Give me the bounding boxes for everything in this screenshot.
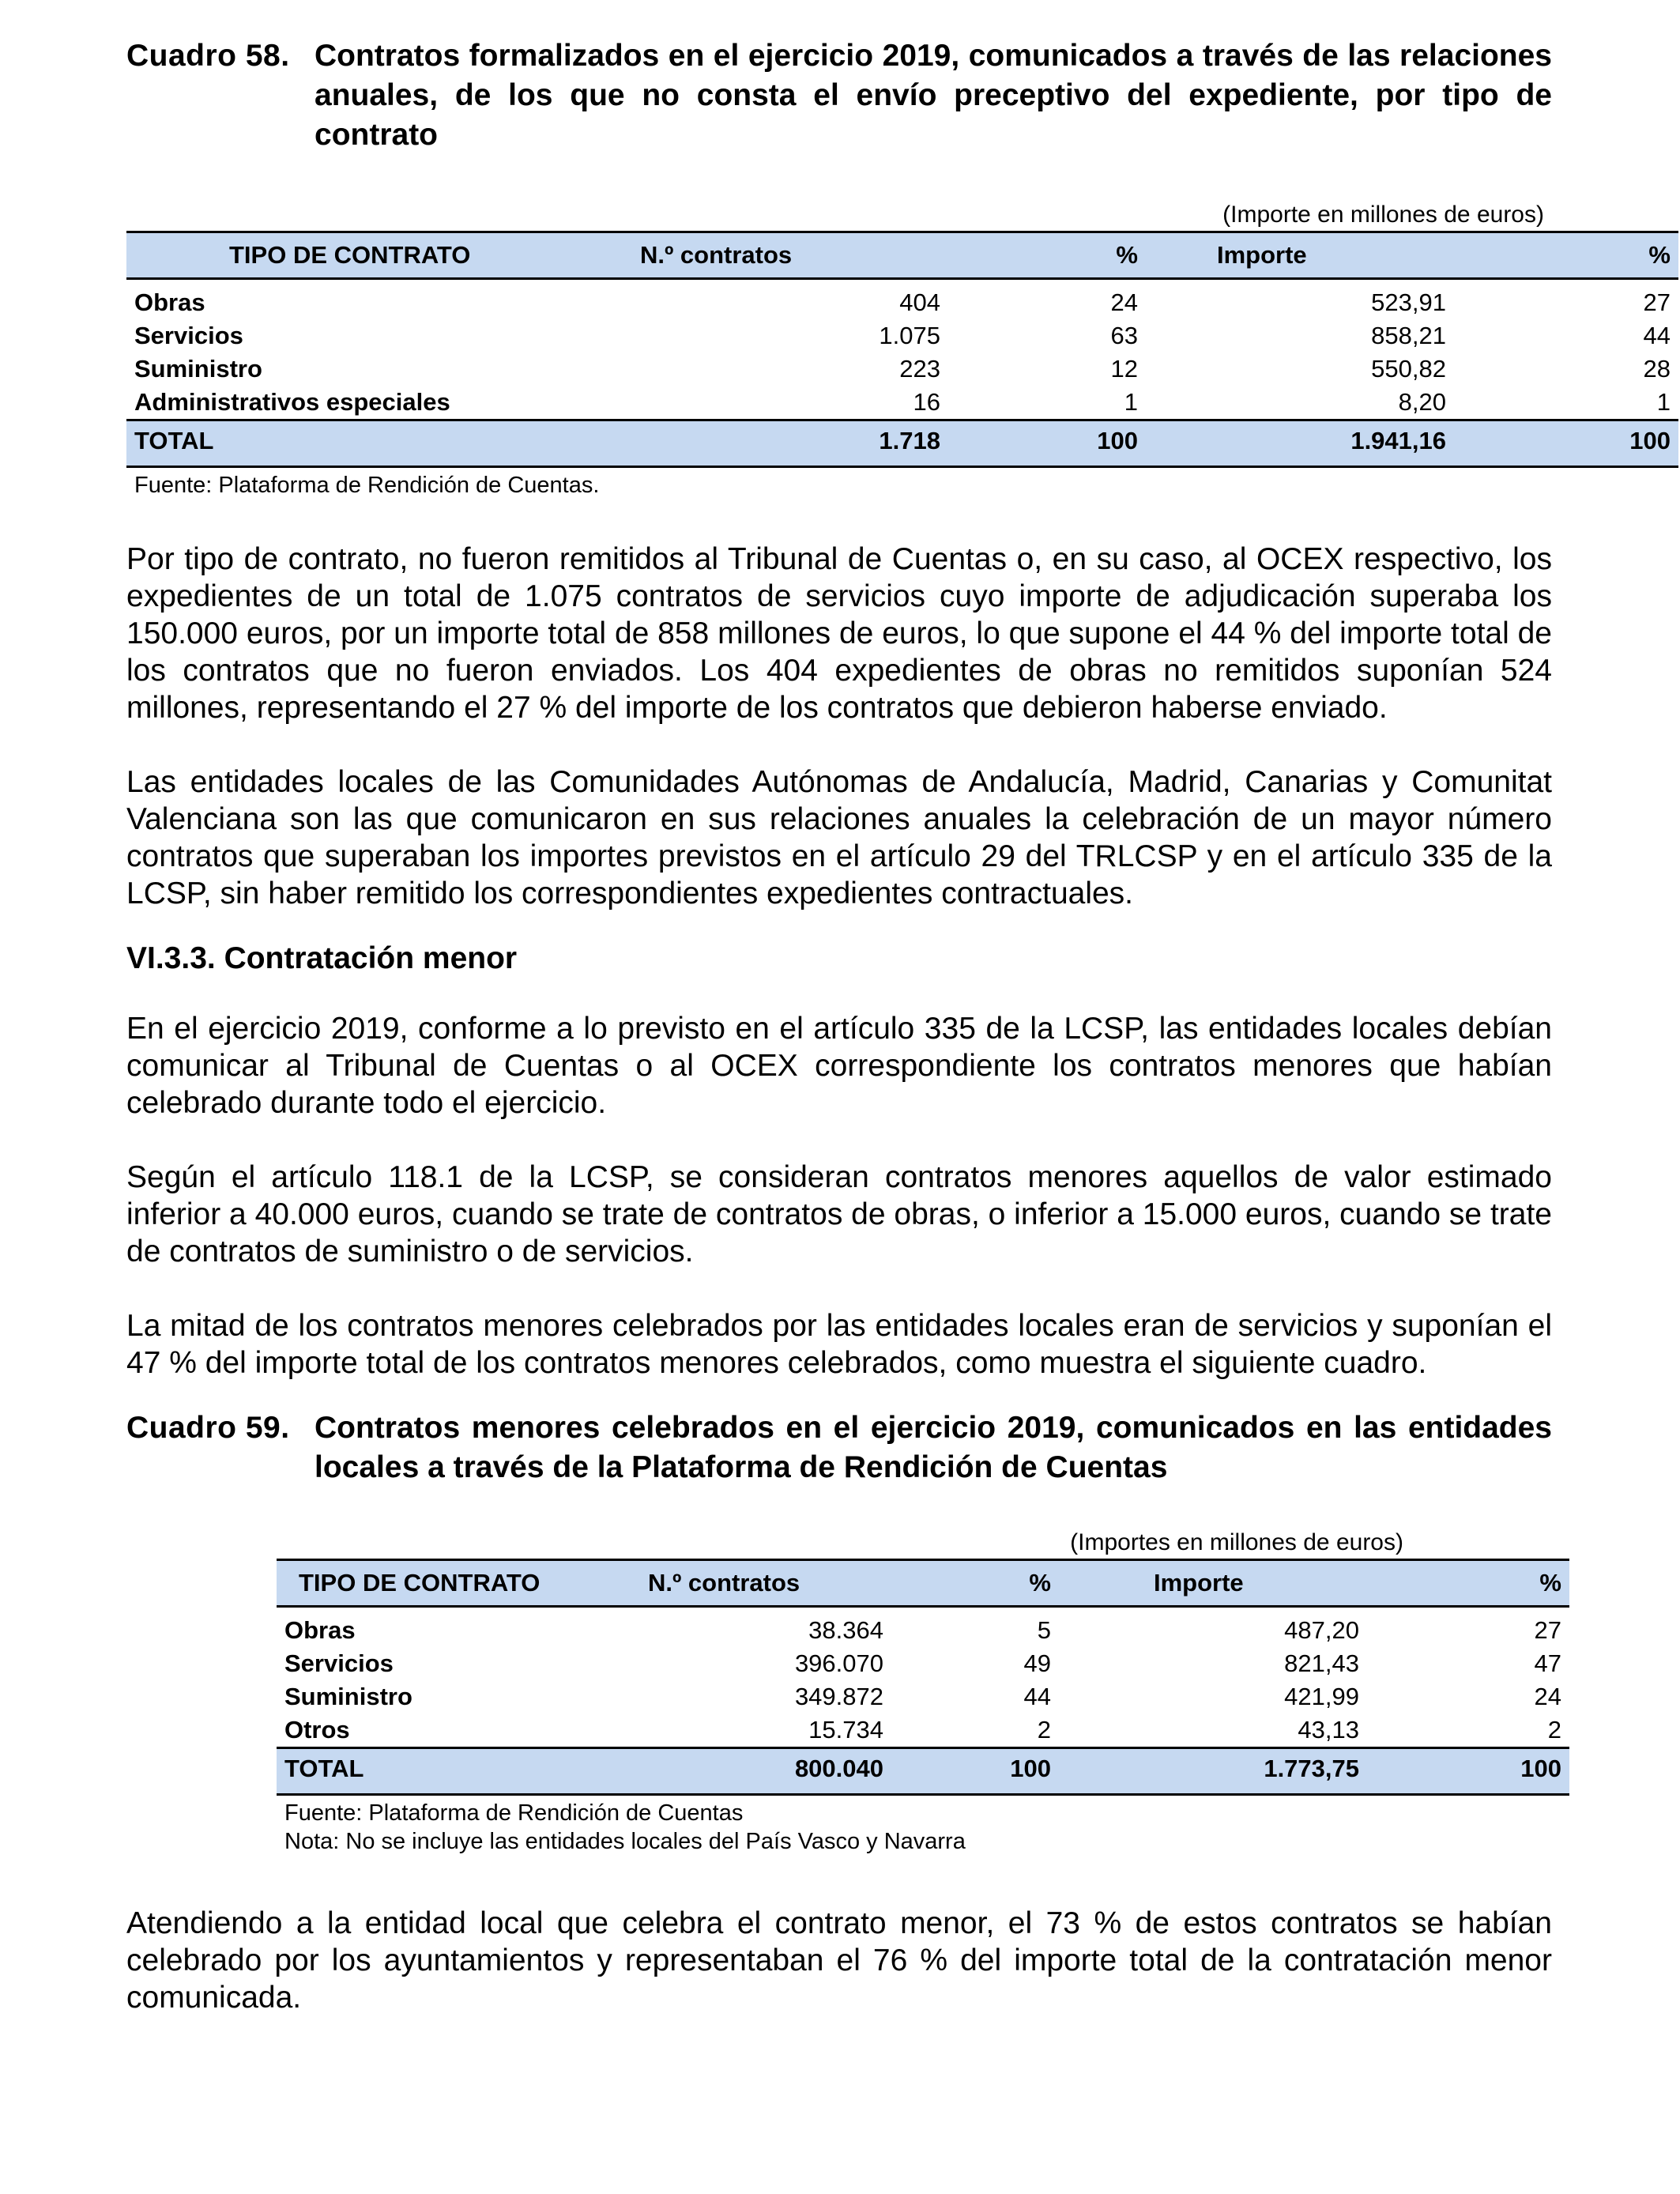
table-title: Contratos formalizados en el ejercicio 2019, comunicados a través de las relaciones anuales, de los que no consta el envío preceptivo del expediente, por tipo de contrato — [315, 39, 1552, 152]
table-source: Fuente: Plataforma de Rendición de Cuentas. — [134, 473, 600, 498]
row-label: Servicios — [284, 1649, 394, 1677]
table-caption-58 — [126, 36, 1552, 155]
cell: 1.075 — [879, 322, 940, 349]
body-paragraph: La mitad de los contratos menores celebrados por las entidades locales eran de servicios y suponían el 47 % del importe total de los contratos menores celebrados, como muestra el siguiente cuadro. — [126, 1309, 1552, 1380]
row-label: Obras — [134, 288, 205, 316]
unit-note: (Importe en millones de euros) — [1222, 202, 1544, 228]
cell: 1 — [1124, 388, 1138, 416]
cell: 1 — [1656, 388, 1671, 416]
table-title: Contratos menores celebrados en el ejercicio 2019, comunicados en las entidades locales a través de la Plataforma de Rendición de Cuentas — [315, 1411, 1552, 1484]
row-label: Otros — [284, 1716, 350, 1744]
table-total-row — [126, 420, 1678, 467]
cell: 44 — [1023, 1683, 1051, 1710]
cell: 38.364 — [808, 1616, 883, 1644]
cell: 24 — [1534, 1683, 1561, 1710]
cell: 28 — [1643, 355, 1671, 383]
contracts-table-59 — [277, 1559, 1569, 1796]
total-cell: 100 — [1454, 420, 1678, 467]
body-paragraph: Las entidades locales de las Comunidades Autónomas de Andalucía, Madrid, Canarias y Comunitat Valenciana son las que comunicaron en sus relaciones anuales la celebración de un mayor número contratos que superaban los importes previstos en el artículo 29 del TRLCSP y en el artículo 335 de la LCSP, sin haber remitido los correspondientes expedientes contractuales. — [126, 765, 1552, 910]
total-cell: 100 — [948, 420, 1146, 467]
total-cell: 1.941,16 — [1146, 420, 1454, 467]
table-header-row — [126, 232, 1678, 279]
table-row — [126, 386, 1678, 420]
table-number: Cuadro 59. — [126, 1411, 290, 1445]
cell: 44 — [1643, 322, 1671, 349]
cell: 223 — [899, 355, 940, 383]
table-total-row — [277, 1748, 1569, 1795]
total-cell: 1.773,75 — [1059, 1748, 1367, 1795]
cell: 63 — [1110, 322, 1138, 349]
section-heading: VI.3.3. Contratación menor — [126, 941, 518, 975]
cell: 15.734 — [808, 1716, 883, 1744]
table-row — [126, 279, 1678, 320]
table-row — [126, 352, 1678, 386]
document-page — [126, 36, 1671, 2016]
cell: 821,43 — [1284, 1649, 1359, 1677]
body-paragraph: Por tipo de contrato, no fueron remitidos al Tribunal de Cuentas o, en su caso, al OCEX respectivo, los expedientes de un total de 1.075 contratos de servicios cuyo importe de adjudicación superaba los 150.000 euros, por un importe total de 858 millones de euros, lo que supone el 44 % del importe total de los contratos que no fueron enviados. Los 404 expedientes de obras no remitidos suponían 524 millones, representando el 27 % del importe de los contratos que debieron haberse enviado. — [126, 542, 1552, 725]
cell: 5 — [1037, 1616, 1051, 1644]
col-header-tipo: TIPO DE CONTRATO — [126, 232, 640, 279]
table-caption-59 — [126, 1408, 1552, 1487]
table-59-block — [277, 1527, 1561, 1856]
total-label: TOTAL — [277, 1748, 593, 1795]
col-header-pct-importe: % — [1454, 232, 1678, 279]
cell: 8,20 — [1398, 388, 1446, 416]
row-label: Suministro — [284, 1683, 412, 1710]
col-header-pct: % — [948, 232, 1146, 279]
cell: 349.872 — [794, 1683, 883, 1710]
table-number: Cuadro 58. — [126, 39, 290, 73]
table-note: Nota: No se incluye las entidades locales del País Vasco y Navarra — [284, 1829, 966, 1854]
col-header-pct-importe: % — [1367, 1560, 1569, 1607]
cell: 43,13 — [1298, 1716, 1359, 1744]
cell: 2 — [1547, 1716, 1561, 1744]
cell: 27 — [1534, 1616, 1561, 1644]
table-row — [277, 1607, 1569, 1648]
cell: 27 — [1643, 288, 1671, 316]
body-paragraph: Según el artículo 118.1 de la LCSP, se consideran contratos menores aquellos de valor estimado inferior a 40.000 euros, cuando se trate de contratos de obras, o inferior a 15.000 euros, cuando se trate de contratos de suministro o de servicios. — [126, 1160, 1552, 1269]
table-source: Fuente: Plataforma de Rendición de Cuentas — [284, 1800, 744, 1826]
cell: 523,91 — [1371, 288, 1446, 316]
unit-note: (Importes en millones de euros) — [1070, 1529, 1403, 1555]
table-58-block — [126, 199, 1671, 499]
total-cell: 800.040 — [593, 1748, 891, 1795]
cell: 404 — [899, 288, 940, 316]
cell: 396.070 — [794, 1649, 883, 1677]
table-row — [277, 1680, 1569, 1713]
row-label: Servicios — [134, 322, 243, 349]
col-header-n-contratos: N.º contratos — [640, 232, 948, 279]
body-paragraph: En el ejercicio 2019, conforme a lo previsto en el artículo 335 de la LCSP, las entidades locales debían comunicar al Tribunal de Cuentas o al OCEX correspondiente los contratos menores que habían celebrado durante todo el ejercicio. — [126, 1012, 1552, 1120]
col-header-tipo: TIPO DE CONTRATO — [277, 1560, 593, 1607]
table-row — [277, 1713, 1569, 1748]
cell: 2 — [1037, 1716, 1051, 1744]
cell: 24 — [1110, 288, 1138, 316]
total-cell: 100 — [1367, 1748, 1569, 1795]
table-row — [126, 319, 1678, 352]
cell: 421,99 — [1284, 1683, 1359, 1710]
row-label: Administrativos especiales — [134, 388, 450, 416]
cell: 550,82 — [1371, 355, 1446, 383]
col-header-n-contratos: N.º contratos — [593, 1560, 891, 1607]
col-header-importe: Importe — [1059, 1560, 1367, 1607]
total-cell: 1.718 — [640, 420, 948, 467]
contracts-table-58 — [126, 231, 1678, 468]
cell: 49 — [1023, 1649, 1051, 1677]
table-row — [277, 1647, 1569, 1680]
total-label: TOTAL — [126, 420, 640, 467]
cell: 12 — [1110, 355, 1138, 383]
cell: 16 — [913, 388, 940, 416]
row-label: Suministro — [134, 355, 262, 383]
cell: 858,21 — [1371, 322, 1446, 349]
body-paragraph: Atendiendo a la entidad local que celebra el contrato menor, el 73 % de estos contratos se habían celebrado por los ayuntamientos y representaban el 76 % del importe total de la contratación menor comunicada. — [126, 1906, 1552, 2015]
table-header-row — [277, 1560, 1569, 1607]
cell: 47 — [1534, 1649, 1561, 1677]
row-label: Obras — [284, 1616, 356, 1644]
col-header-importe: Importe — [1146, 232, 1454, 279]
col-header-pct: % — [891, 1560, 1059, 1607]
cell: 487,20 — [1284, 1616, 1359, 1644]
total-cell: 100 — [891, 1748, 1059, 1795]
